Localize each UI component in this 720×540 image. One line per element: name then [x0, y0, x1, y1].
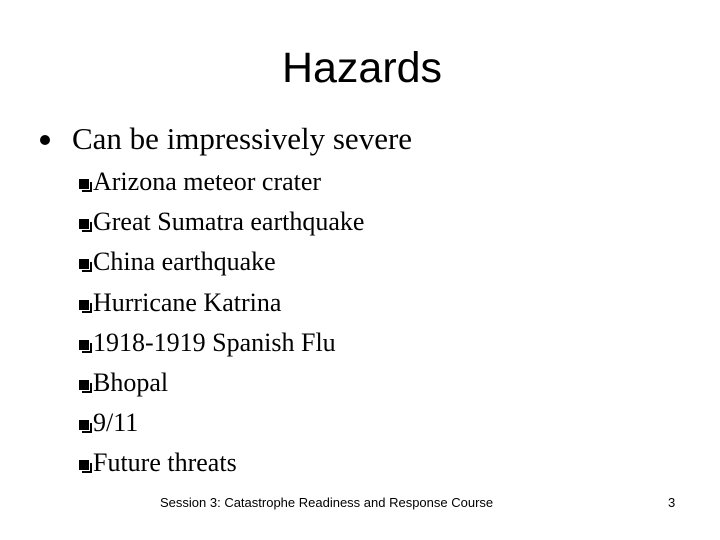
sub-bullet-item	[79, 403, 364, 443]
sub-bullet-text: China earthquake	[93, 247, 276, 277]
square-bullet-icon	[79, 420, 89, 430]
page-number: 3	[668, 495, 676, 510]
square-bullet-icon	[79, 340, 89, 350]
footer-text: Session 3: Catastrophe Readiness and Response Course	[160, 495, 494, 510]
slide-title: Hazards	[281, 44, 443, 92]
sub-bullet-item	[79, 323, 364, 363]
square-bullet-icon	[79, 179, 89, 189]
round-bullet-icon	[40, 135, 50, 145]
square-bullet-icon	[79, 259, 89, 269]
sub-bullet-text: Great Sumatra earthquake	[93, 207, 365, 237]
sub-bullet-item	[79, 283, 364, 323]
sub-bullet-text: Future threats	[93, 448, 237, 478]
sub-bullet-text: Hurricane Katrina	[93, 287, 282, 317]
square-bullet-icon	[79, 300, 89, 310]
sub-bullet-item	[79, 363, 364, 403]
sub-bullet-item	[79, 162, 364, 202]
square-bullet-icon	[79, 380, 89, 390]
square-bullet-icon	[79, 219, 89, 229]
sub-bullet-item	[79, 202, 364, 242]
square-bullet-icon	[79, 460, 89, 470]
sub-bullet-item	[79, 242, 364, 282]
sub-bullet-list	[79, 162, 364, 484]
main-bullet-text: Can be impressively severe	[72, 121, 413, 156]
sub-bullet-text: Bhopal	[93, 368, 169, 398]
sub-bullet-text: 1918-1919 Spanish Flu	[93, 327, 336, 357]
main-bullet	[40, 119, 412, 159]
sub-bullet-text: Arizona meteor crater	[93, 167, 322, 197]
sub-bullet-text: 9/11	[93, 408, 139, 438]
sub-bullet-item	[79, 443, 364, 483]
